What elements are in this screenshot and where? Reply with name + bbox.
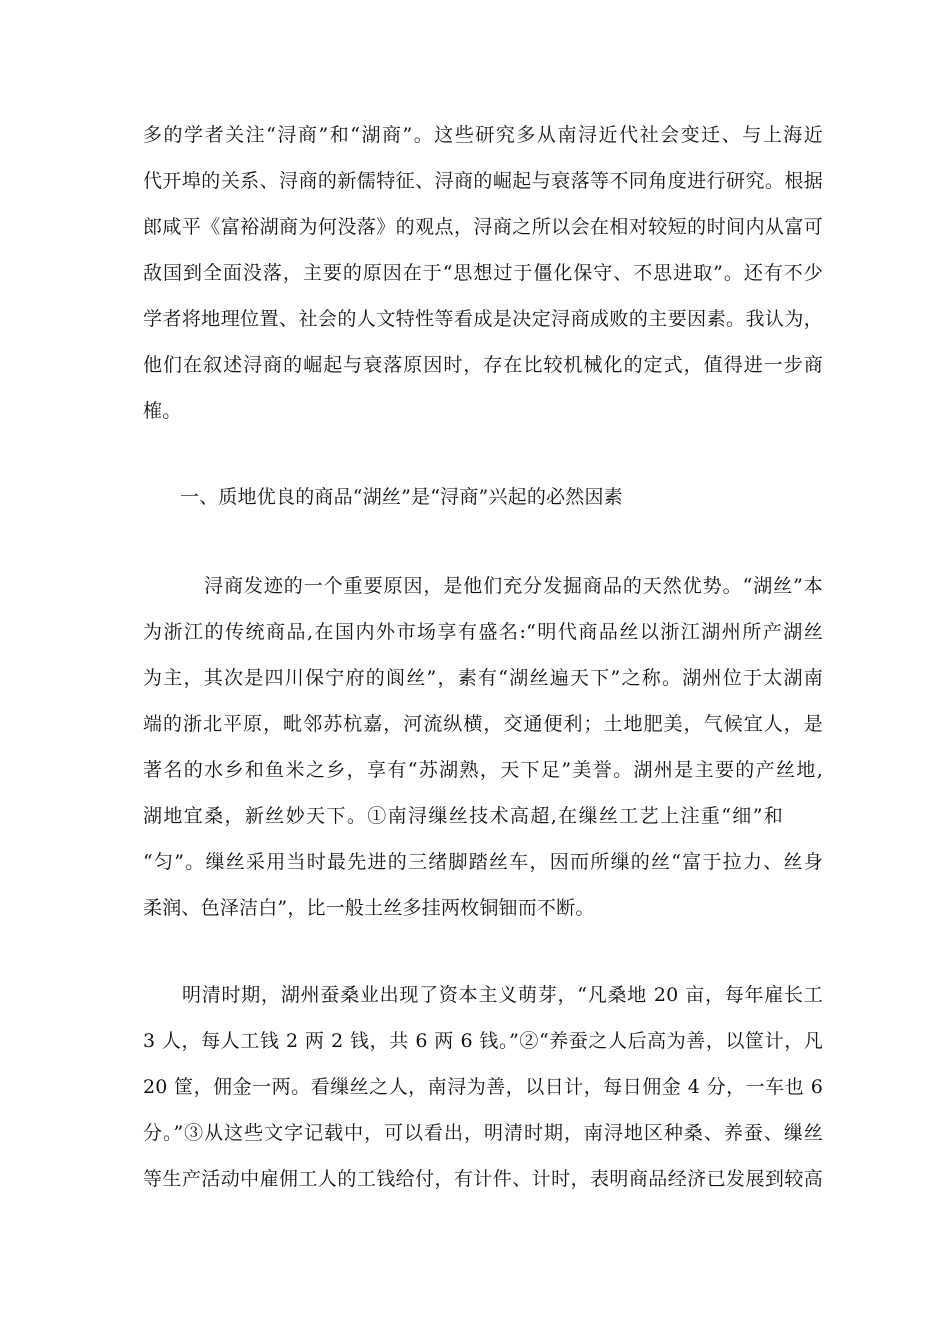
text-line: 端的浙北平原，毗邻苏杭嘉，河流纵横，交通便利；土地肥美，气候宜人，是 <box>143 713 823 735</box>
text-line: 代开埠的关系、浔商的新儒特征、浔商的崛起与衰落等不同角度进行研究。根据 <box>143 170 823 192</box>
text-line: 敌国到全面没落，主要的原因在于“思想过于僵化保守、不思进取”。还有不少 <box>143 262 823 284</box>
text-line: 榷。 <box>143 400 182 422</box>
text-line: 浔商发迹的一个重要原因，是他们充分发掘商品的天然优势。“湖丝”本 <box>204 575 823 597</box>
text-line: 著名的水乡和鱼米之乡，享有“苏湖熟，天下足”美誉。湖州是主要的产丝地, <box>143 759 823 781</box>
text-line: 学者将地理位置、社会的人文特性等看成是决定浔商成败的主要因素。我认为， <box>143 308 823 330</box>
text-line: 等生产活动中雇佣工人的工钱给付，有计件、计时，表明商品经济已发展到较高 <box>143 1168 823 1190</box>
text-line: 分。”③从这些文字记载中，可以看出，明清时期，南浔地区种桑、养蚕、缫丝 <box>143 1122 823 1144</box>
text-line: 3 人，每人工钱 2 两 2 钱，共 6 两 6 钱。”②“养蚕之人后高为善，以筐计，凡 <box>143 1030 823 1052</box>
section-heading: 一、质地优良的商品“湖丝”是“浔商”兴起的必然因素 <box>180 486 623 508</box>
text-line: 为主，其次是四川保宁府的阆丝”，素有“湖丝遍天下”之称。湖州位于太湖南 <box>143 667 823 689</box>
text-line: 明清时期，湖州蚕桑业出现了资本主义萌芽，“凡桑地 20 亩，每年雇长工 <box>182 984 823 1006</box>
text-line: 为浙江的传统商品,在国内外市场享有盛名:“明代商品丝以浙江湖州所产湖丝 <box>143 621 823 643</box>
text-line: 20 筐，佣金一两。看缫丝之人，南浔为善，以日计，每日佣金 4 分，一车也 6 <box>143 1076 823 1098</box>
text-line: 柔润、色泽洁白”，比一般土丝多挂两枚铜钿而不断。 <box>143 897 595 919</box>
text-line: 湖地宜桑，新丝妙天下。①南浔缫丝技术高超,在缫丝工艺上注重“细”和 <box>143 805 783 827</box>
text-line: 多的学者关注“浔商”和“湖商”。这些研究多从南浔近代社会变迁、与上海近 <box>143 124 823 146</box>
text-line: 他们在叙述浔商的崛起与衰落原因时，存在比较机械化的定式，值得进一步商 <box>143 354 823 376</box>
text-line: “匀”。缫丝采用当时最先进的三绪脚踏丝车，因而所缫的丝“富于拉力、丝身 <box>143 851 823 873</box>
text-line: 郎咸平《富裕湖商为何没落》的观点，浔商之所以会在相对较短的时间内从富可 <box>143 216 823 238</box>
